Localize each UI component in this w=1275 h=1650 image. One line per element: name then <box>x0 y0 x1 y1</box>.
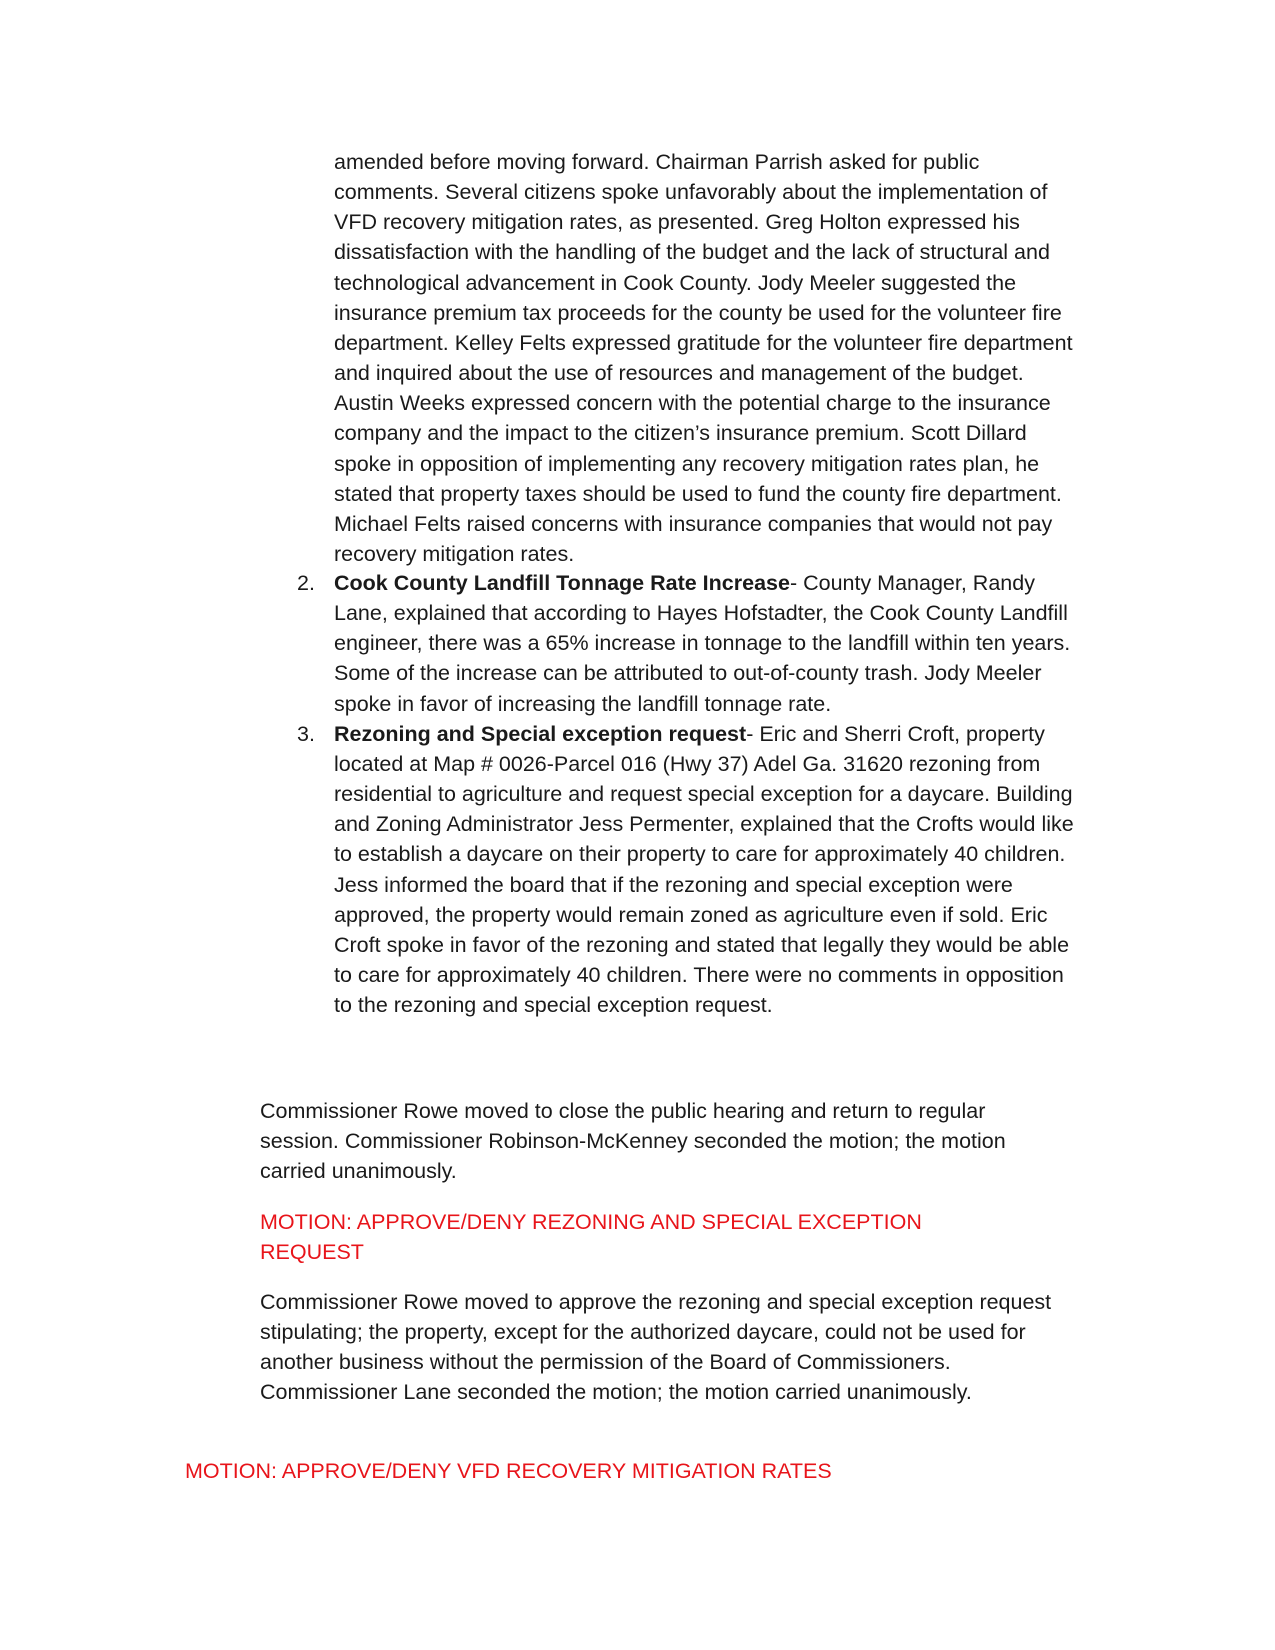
list-item-title: Rezoning and Special exception request <box>334 721 747 746</box>
motion-rezoning-heading: MOTION: APPROVE/DENY REZONING AND SPECIAL EXCEPTION REQUEST <box>260 1210 922 1265</box>
list-item-number: 2. <box>297 571 315 595</box>
public-comments-continued-paragraph: amended before moving forward. Chairman Parrish asked for public comments. Several citizens spoke unfavorably about the implementation of VFD recovery mitigation rates, as presented. Greg Holton expressed his dissatisfaction with the handling of the budget and the lack of structural and technological advancement in Cook County. Jody Meeler suggested the insurance premium tax proceeds for the county be used for the volunteer fire department. Kelley Felts expressed gratitude for the volunteer fire department and inquired about the use of resources and management of the budget. Austin Weeks expressed concern with the potential charge to the insurance company and the impact to the citizen’s insurance premium. Scott Dillard spoke in opposition of implementing any recovery mitigation rates plan, he stated that property taxes should be used to fund the county fire department. Michael Felts raised concerns with insurance companies that would not pay recovery mitigation rates. <box>334 150 1073 567</box>
motion-rezoning-paragraph: Commissioner Rowe moved to approve the rezoning and special exception request stipulating; the property, except for the authorized daycare, could not be used for another business without the permission of the Board of Commissioners. Commissioner Lane seconded the motion; the motion carried unanimously. <box>260 1290 1052 1405</box>
list-item-landfill-tonnage <box>0 568 1084 719</box>
list-item-number: 3. <box>297 721 315 746</box>
list-item-title: Cook County Landfill Tonnage Rate Increase <box>334 571 790 595</box>
list-item-body: - Eric and Sherri Croft, property located at Map # 0026-Parcel 016 (Hwy 37) Adel Ga. 31620 rezoning from residential to agriculture and request special exception for a daycare. Building and Zoning Administrator Jess Permenter, explained that the Crofts would like to establish a daycare on their property to care for approximately 40 children. Jess informed the board that if the rezoning and special exception were approved, the property would remain zoned as agriculture even if sold. Eric Croft spoke in favor of the rezoning and stated that legally they would be able to care for approximately 40 children. There were no comments in opposition to the rezoning and special exception request. <box>334 721 1074 1018</box>
list-item-rezoning-request <box>0 719 1084 1021</box>
list-item-body: - County Manager, Randy Lane, explained that according to Hayes Hofstadter, the Cook County Landfill engineer, there was a 65% increase in tonnage to the landfill within ten years. Some of the increase can be attributed to out-of-county trash. Jody Meeler spoke in favor of increasing the landfill tonnage rate. <box>334 571 1071 716</box>
public-hearing-items-list <box>0 568 1275 1020</box>
close-hearing-paragraph: Commissioner Rowe moved to close the public hearing and return to regular session. Commissioner Robinson-McKenney seconded the motion; the motion carried unanimously. <box>260 1099 1006 1184</box>
motion-vfd-heading: MOTION: APPROVE/DENY VFD RECOVERY MITIGATION RATES <box>185 1459 832 1483</box>
